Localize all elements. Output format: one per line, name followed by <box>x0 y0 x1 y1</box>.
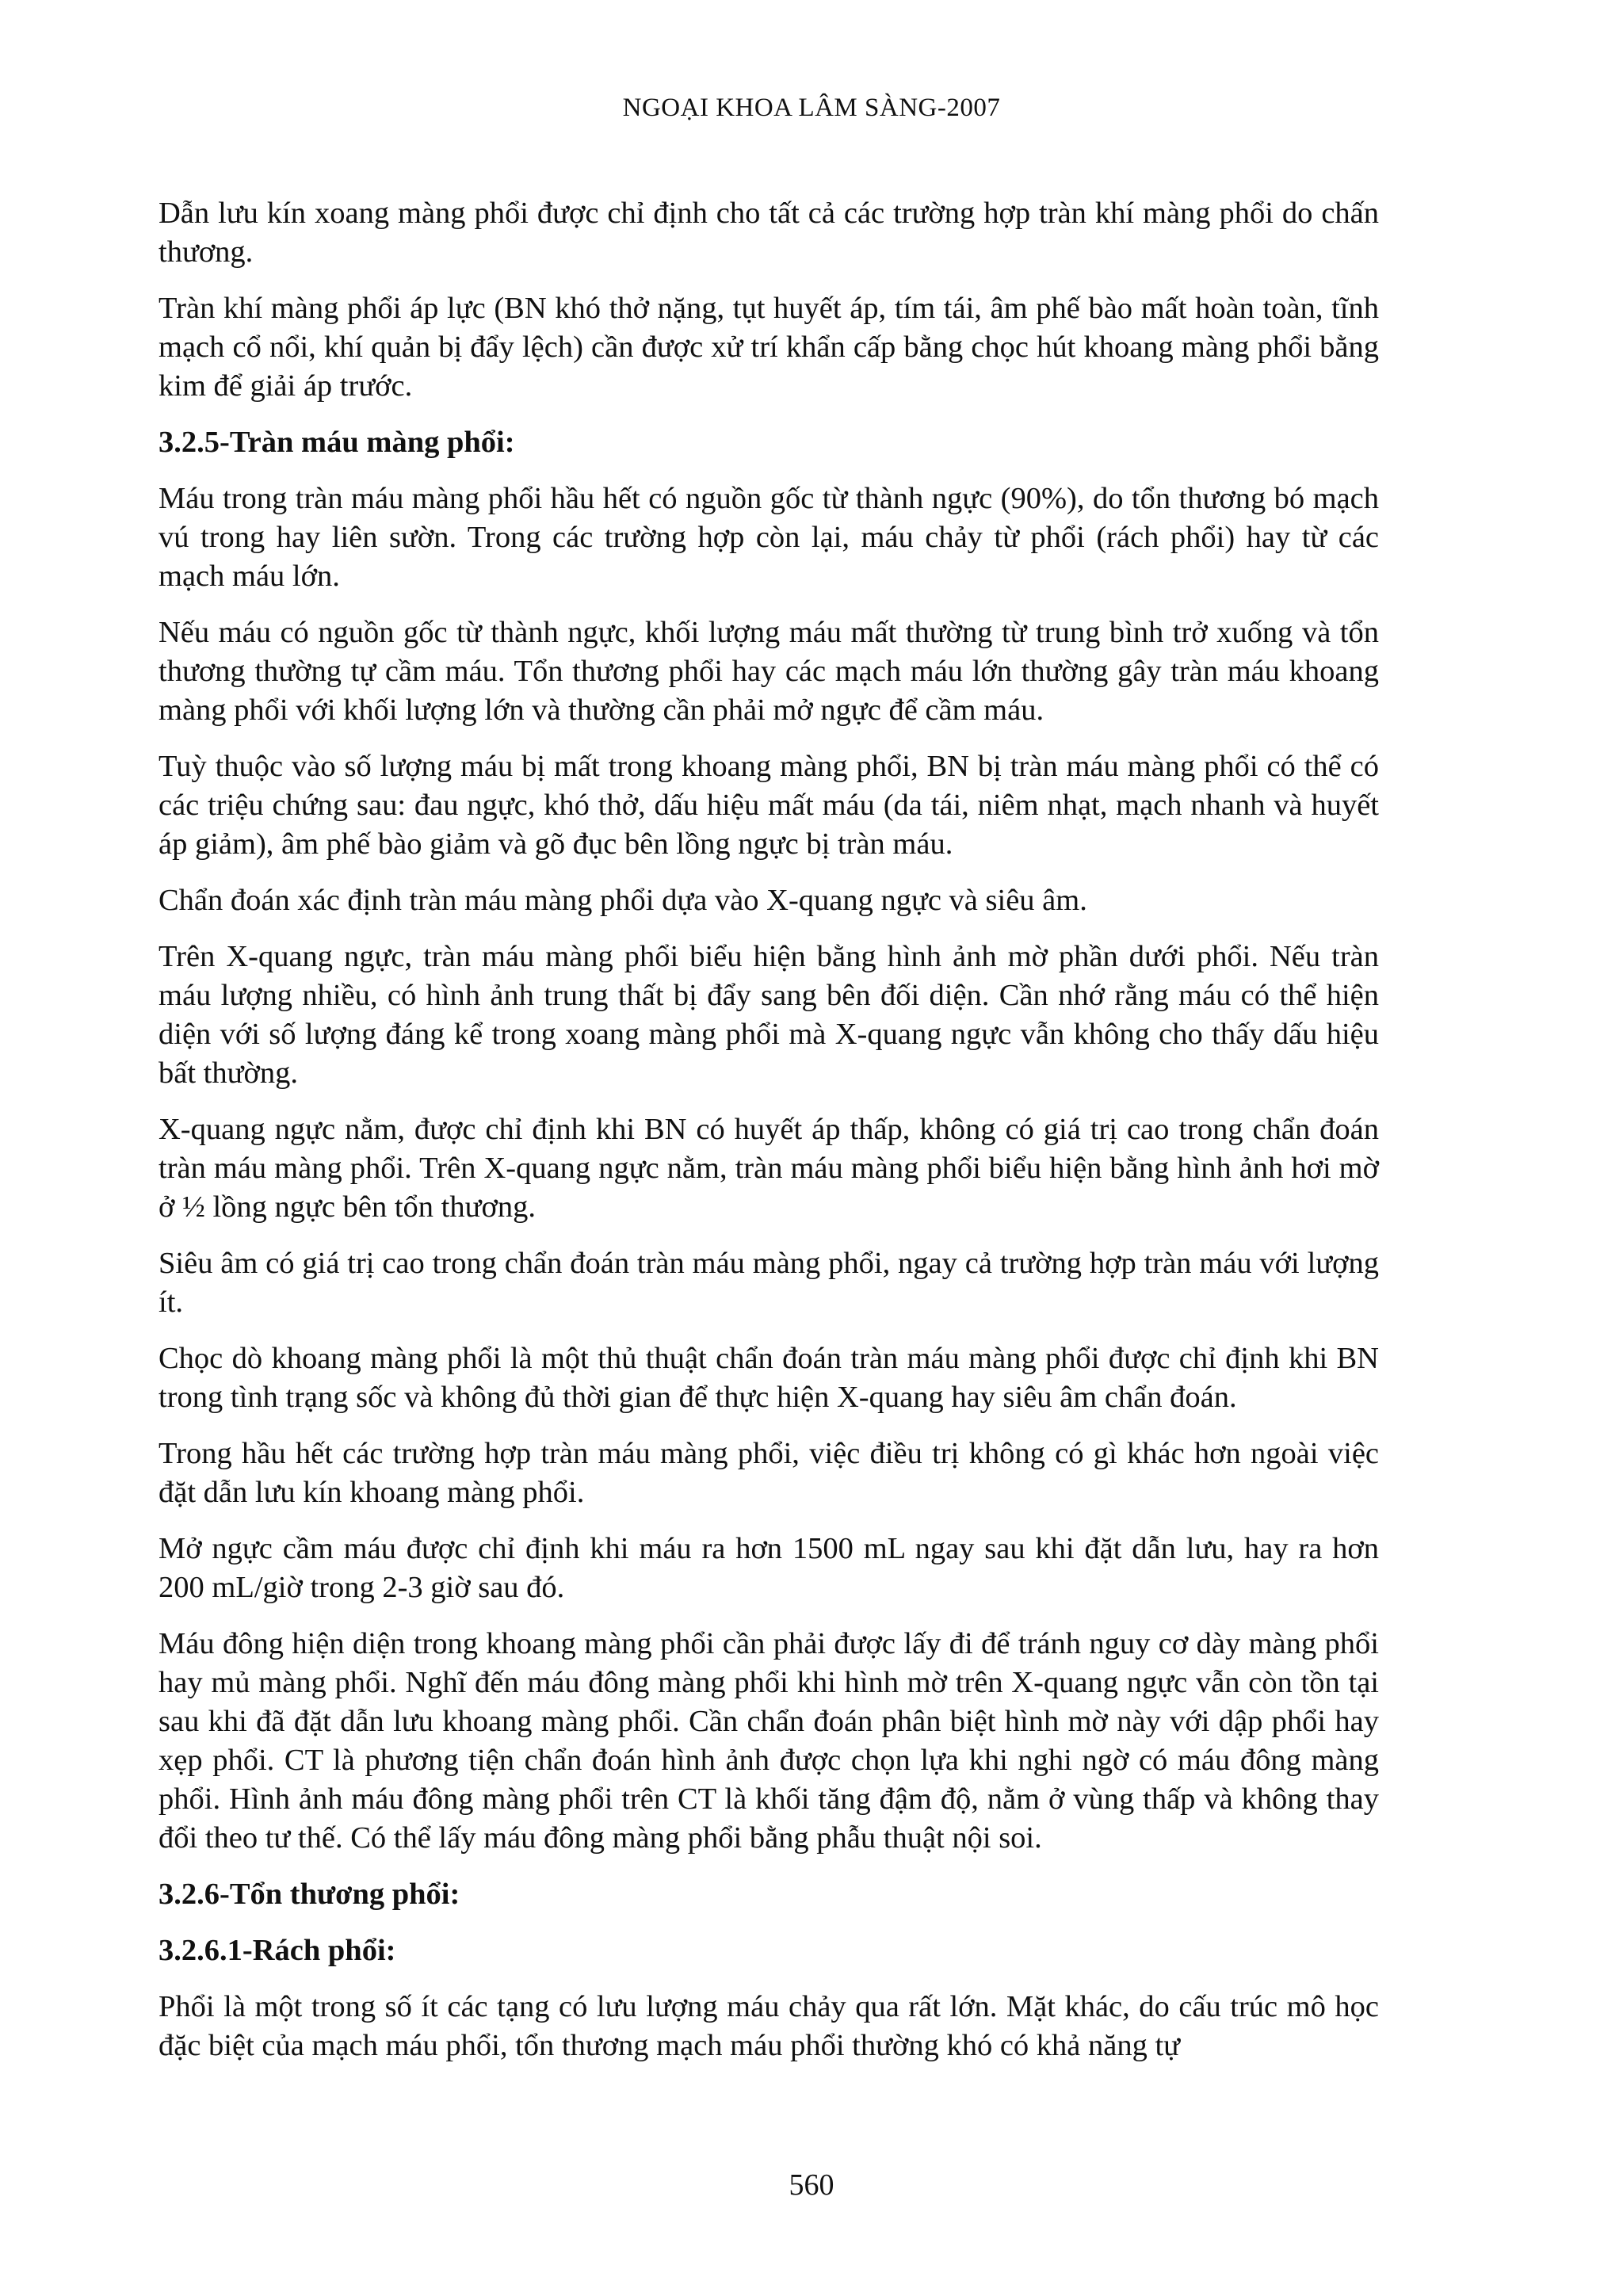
paragraph: Máu đông hiện diện trong khoang màng phổi cần phải được lấy đi để tránh nguy cơ dày màng phổi hay mủ màng phổi. Nghĩ đến máu đông màng phổi khi hình mờ trên X-quang ngực vẫn còn tồn tại sau khi đã đặt dẫn lưu khoang màng phổi. Cần chẩn đoán phân biệt hình mờ này với dập phổi hay xẹp phổi. CT là phương tiện chẩn đoán hình ảnh được chọn lựa khi nghi ngờ có máu đông màng phổi. Hình ảnh máu đông màng phổi trên CT là khối tăng đậm độ, nằm ở vùng thấp và không thay đổi theo tư thế. Có thể lấy máu đông màng phổi bằng phẫu thuật nội soi. <box>158 1627 1379 1855</box>
paragraph: Tràn khí màng phổi áp lực (BN khó thở nặng, tụt huyết áp, tím tái, âm phế bào mất hoàn toàn, tĩnh mạch cổ nổi, khí quản bị đẩy lệch) cần được xử trí khẩn cấp bằng chọc hút khoang màng phổi bằng kim để giải áp trước. <box>158 292 1379 403</box>
paragraph: Chẩn đoán xác định tràn máu màng phổi dựa vào X-quang ngực và siêu âm. <box>158 884 1087 917</box>
paragraph: Trong hầu hết các trường hợp tràn máu màng phổi, việc điều trị không có gì khác hơn ngoài việc đặt dẫn lưu kín khoang màng phổi. <box>158 1437 1379 1509</box>
paragraph: X-quang ngực nằm, được chỉ định khi BN có huyết áp thấp, không có giá trị cao trong chẩn đoán tràn máu màng phổi. Trên X-quang ngực nằm, tràn máu màng phổi biểu hiện bằng hình ảnh hơi mờ ở ½ lồng ngực bên tổn thương. <box>158 1113 1379 1224</box>
paragraph: Dẫn lưu kín xoang màng phổi được chỉ định cho tất cả các trường hợp tràn khí màng phổi do chấn thương. <box>158 197 1379 269</box>
paragraph: Mở ngực cầm máu được chỉ định khi máu ra hơn 1500 mL ngay sau khi đặt dẫn lưu, hay ra hơn 200 mL/giờ trong 2-3 giờ sau đó. <box>158 1532 1379 1604</box>
section-heading: 3.2.5-Tràn máu màng phổi: <box>158 426 515 459</box>
paragraph: Nếu máu có nguồn gốc từ thành ngực, khối lượng máu mất thường từ trung bình trở xuống và tổn thương thường tự cầm máu. Tổn thương phổi hay các mạch máu lớn thường gây tràn máu khoang màng phổi với khối lượng lớn và thường cần phải mở ngực để cầm máu. <box>158 616 1379 727</box>
page-body <box>158 194 1379 2083</box>
paragraph: Siêu âm có giá trị cao trong chẩn đoán tràn máu màng phổi, ngay cả trường hợp tràn máu với lượng ít. <box>158 1247 1379 1319</box>
running-header: NGOẠI KHOA LÂM SÀNG-2007 <box>622 94 1001 122</box>
paragraph: Tuỳ thuộc vào số lượng máu bị mất trong khoang màng phổi, BN bị tràn máu màng phổi có thể có các triệu chứng sau: đau ngực, khó thở, dấu hiệu mất máu (da tái, niêm nhạt, mạch nhanh và huyết áp giảm), âm phế bào giảm và gõ đục bên lồng ngực bị tràn máu. <box>158 750 1379 861</box>
paragraph: Phổi là một trong số ít các tạng có lưu lượng máu chảy qua rất lớn. Mặt khác, do cấu trúc mô học đặc biệt của mạch máu phổi, tổn thương mạch máu phổi thường khó có khả năng tự <box>158 1990 1379 2062</box>
page-number: 560 <box>789 2168 834 2202</box>
subsection-heading: 3.2.6.1-Rách phổi: <box>158 1934 396 1967</box>
paragraph: Máu trong tràn máu màng phổi hầu hết có nguồn gốc từ thành ngực (90%), do tổn thương bó mạch vú trong hay liên sườn. Trong các trường hợp còn lại, máu chảy từ phổi (rách phổi) hay từ các mạch máu lớn. <box>158 482 1379 593</box>
paragraph: Trên X-quang ngực, tràn máu màng phổi biểu hiện bằng hình ảnh mờ phần dưới phổi. Nếu tràn máu lượng nhiều, có hình ảnh trung thất bị đẩy sang bên đối diện. Cần nhớ rằng máu có thể hiện diện với số lượng đáng kể trong xoang màng phổi mà X-quang ngực vẫn không cho thấy dấu hiệu bất thường. <box>158 940 1379 1090</box>
section-heading: 3.2.6-Tổn thương phổi: <box>158 1878 460 1911</box>
paragraph: Chọc dò khoang màng phổi là một thủ thuật chẩn đoán tràn máu màng phổi được chỉ định khi BN trong tình trạng sốc và không đủ thời gian để thực hiện X-quang hay siêu âm chẩn đoán. <box>158 1342 1379 1414</box>
